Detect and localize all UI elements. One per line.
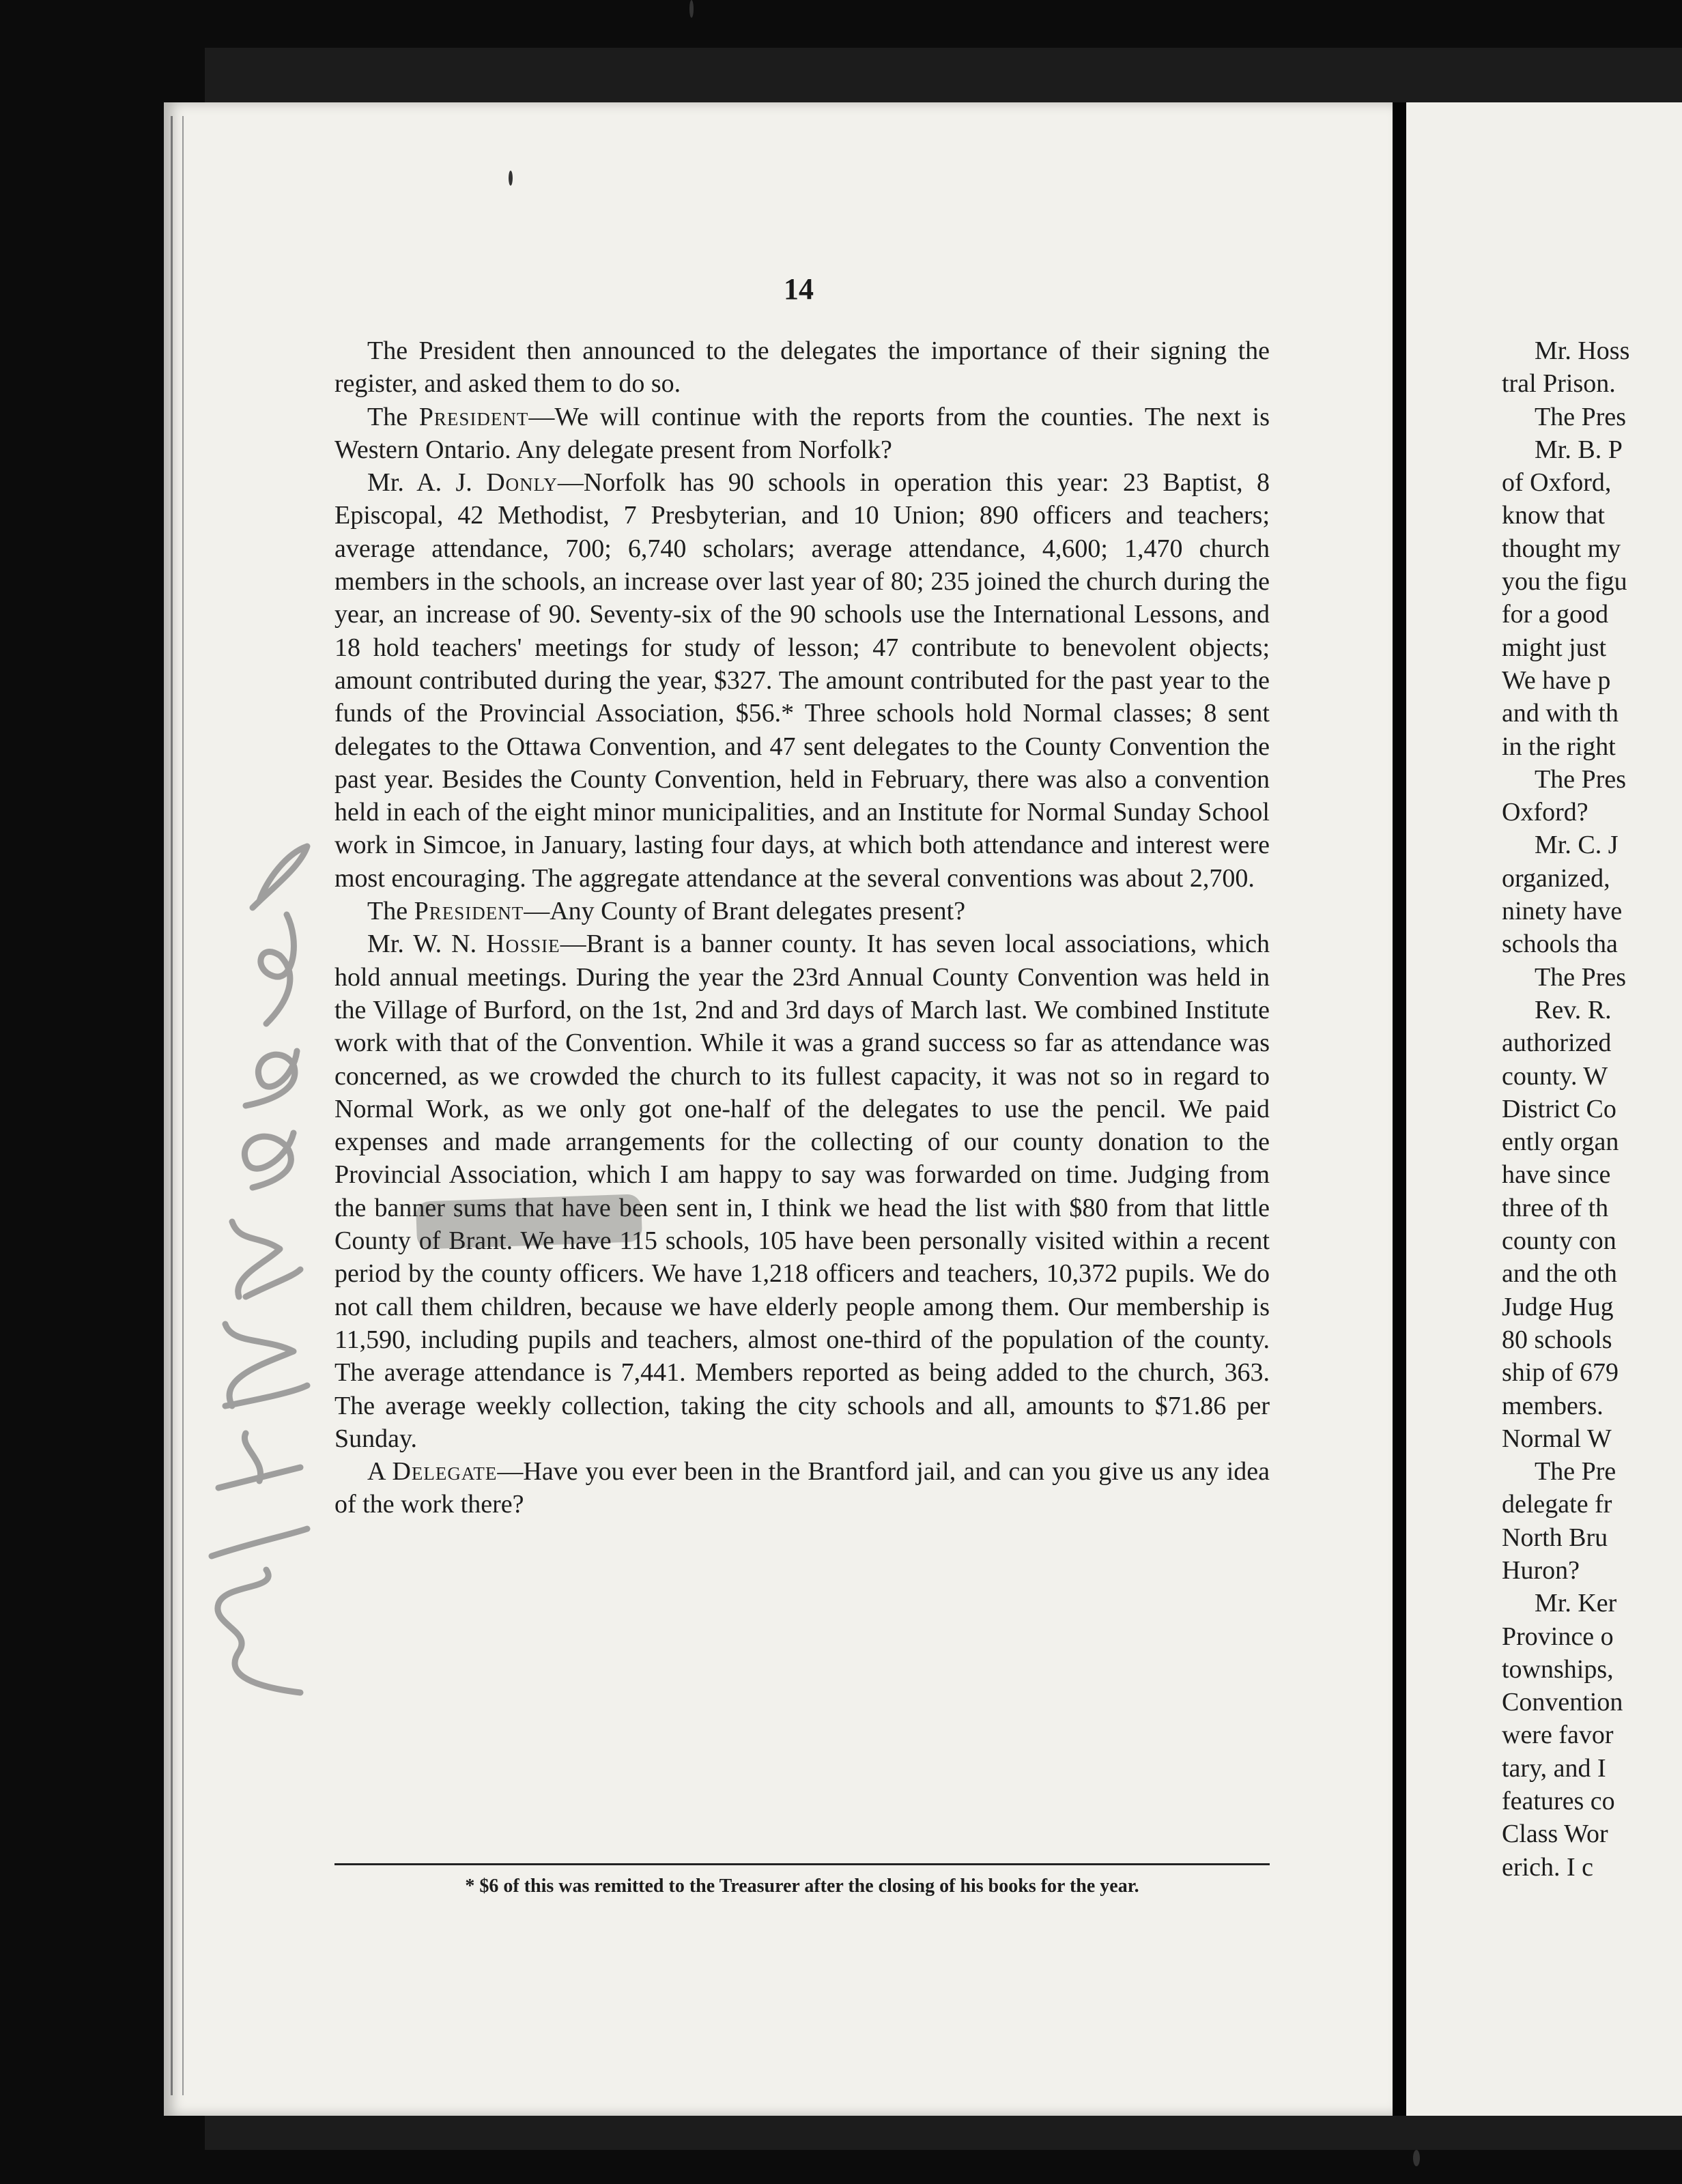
page-number: 14	[784, 272, 814, 306]
right-page-line: tral Prison.	[1502, 369, 1616, 399]
right-page-line: The Pres	[1535, 962, 1627, 992]
speaker-name: Delegate	[392, 1457, 498, 1486]
right-page-line: Mr. C. J	[1535, 831, 1619, 860]
right-page-line: townships,	[1502, 1654, 1614, 1684]
right-page-text	[1502, 334, 1682, 1884]
speaker-name: Hossie	[486, 930, 560, 959]
right-page-line: and with th	[1502, 699, 1619, 728]
right-page-line: members.	[1502, 1391, 1603, 1420]
right-page-line: features co	[1502, 1787, 1615, 1816]
handwritten-signature	[164, 805, 328, 1720]
dust-speck	[689, 0, 694, 18]
paragraph	[334, 401, 1270, 467]
right-page-line: authorized	[1502, 1029, 1612, 1058]
ink-smudge	[416, 1194, 642, 1249]
text-run: The President then announced to the delegates the importance of their signing the register, and asked them to do so.	[334, 336, 1270, 399]
right-page-line: Mr. Ker	[1535, 1589, 1617, 1618]
right-page-line: ninety have	[1502, 897, 1623, 926]
right-page-line: thought my	[1502, 534, 1621, 563]
footnote-rule	[334, 1863, 1270, 1865]
paragraph	[334, 928, 1270, 1455]
speaker-name: Donly	[486, 468, 558, 498]
paragraph	[334, 334, 1270, 401]
right-page-line: tary, and I	[1502, 1753, 1606, 1783]
right-page-line: know that	[1502, 501, 1605, 530]
text-run: —Any County of Brant delegates present?	[524, 897, 966, 926]
right-page-line: in the right	[1502, 732, 1616, 761]
text-run: —Have you ever been in the Brantford jail, and can you give us any idea of the work there?	[334, 1457, 1270, 1519]
right-page-line: The Pres	[1535, 402, 1627, 431]
right-page-line: Rev. R.	[1535, 995, 1612, 1024]
text-run: —Brant is a banner county. It has seven local associations, which hold annual meetings. During the year the 23rd Annual County Convention was held in the Village of Burford, on the 1st, 2nd and 3rd days of March last. We combined Institute work with that of the Convention. While it was a grand success so far as attendance was concerned, as we crowded the church to its fullest capacity, it was not so in regard to Normal Work, as we only got one-half of the delegates to use the pencil. We paid expenses and made arrangements for the collecting of our county donation to the Provincial Association, which I am happy to say was forwarded on time. Judging from the banner sums that have been sent in, I think we head the list with $80 from that little County of Brant. We have 115 schools, 105 have been personally visited within a recent period by the county officers. We have 1,218 officers and teachers, 10,372 pupils. We do not call them children, because we have elderly people among them. Our membership is 11,590, including pupils and teachers, almost one-third of the population of the county. The average attendance is 7,441. Members reported as being added to the church, 363. The average weekly collection, taking the city schools and all, amounts to $71.86 per Sunday.	[334, 930, 1270, 1453]
main-text-body	[334, 334, 1270, 1521]
right-page-line: ship of 679	[1502, 1358, 1619, 1388]
text-run: A	[367, 1457, 393, 1486]
right-page-line: erich. I c	[1502, 1852, 1593, 1882]
right-page-line: North Bru	[1502, 1523, 1608, 1552]
text-run: The	[367, 897, 414, 926]
right-page-line: 80 schools	[1502, 1325, 1612, 1354]
paragraph	[334, 466, 1270, 895]
right-page-line: Class Wor	[1502, 1820, 1608, 1849]
right-page-line: were favor	[1502, 1721, 1614, 1750]
right-page-line: ently organ	[1502, 1127, 1619, 1157]
right-page-line: Convention	[1502, 1688, 1623, 1717]
right-page-line: Mr. Hoss	[1535, 336, 1630, 365]
right-page-line: have since	[1502, 1160, 1611, 1190]
right-page-line: schools tha	[1502, 930, 1618, 959]
right-page-line: for a good	[1502, 600, 1609, 629]
right-page-line: delegate fr	[1502, 1490, 1612, 1519]
right-page-line: might just	[1502, 633, 1607, 662]
text-run: —We will continue with the reports from the counties. The next is Western Ontario. Any delegate present from Norfolk?	[334, 402, 1270, 464]
text-run: Mr. W. N.	[367, 930, 487, 959]
right-page-line: We have p	[1502, 665, 1611, 695]
speaker-name: President	[418, 402, 529, 431]
right-page-line: three of th	[1502, 1193, 1609, 1222]
right-page-line: District Co	[1502, 1094, 1616, 1123]
footnote: * $6 of this was remitted to the Treasurer after the closing of his books for the year.	[465, 1876, 1139, 1897]
right-page-line: Oxford?	[1502, 798, 1588, 827]
right-page-line: Judge Hug	[1502, 1292, 1614, 1321]
right-page-line: and the oth	[1502, 1259, 1617, 1289]
right-page-line: Normal W	[1502, 1424, 1612, 1453]
speaker-name: President	[414, 897, 524, 926]
right-page-line: Huron?	[1502, 1555, 1580, 1585]
right-page-line: organized,	[1502, 863, 1610, 893]
right-page-line: The Pre	[1535, 1457, 1616, 1486]
right-page-line: Mr. B. P	[1535, 435, 1623, 464]
right-page-line: you the figu	[1502, 567, 1627, 597]
paragraph	[334, 895, 1270, 928]
text-run: —Norfolk has 90 schools in operation this year: 23 Baptist, 8 Episcopal, 42 Methodist, 7 Presbyterian, and 10 Union; 890 officers and teachers; average attendance, 700; 6,740 scholars; average attendance, 4,600; 1,470 church members in the schools, an increase over last year of 80; 235 joined the church during the year, an increase of 90. Seventy-six of the 90 schools use the International Lessons, and 18 hold teachers' meetings for study of lesson; 47 contribute to benevolent objects; amount contributed during the year, $327. The amount contributed for the past year to the funds of the Provincial Association, $56.* Three schools hold Normal classes; 8 sent delegates to the Ottawa Convention, and 47 sent delegates to the County Convention the past year. Besides the County Convention, held in February, there was also a convention held in each of the eight minor municipalities, and an Institute for Normal Sunday School work in Simcoe, in January, lasting four days, at which both attendance and interest were most encouraging. The aggregate attendance at the several conventions was about 2,700.	[334, 468, 1270, 893]
right-page-line: county. W	[1502, 1061, 1608, 1091]
right-page-line: The Pres	[1535, 764, 1627, 794]
text-run: The	[367, 402, 419, 431]
right-page-line: of Oxford,	[1502, 468, 1612, 498]
paragraph	[334, 1455, 1270, 1521]
dust-speck	[509, 171, 513, 186]
right-page-line: Province o	[1502, 1622, 1614, 1651]
book-gutter	[1393, 102, 1406, 2116]
right-page-line: county con	[1502, 1226, 1616, 1256]
dust-speck	[1413, 2150, 1420, 2166]
text-run: Mr. A. J.	[367, 468, 487, 498]
